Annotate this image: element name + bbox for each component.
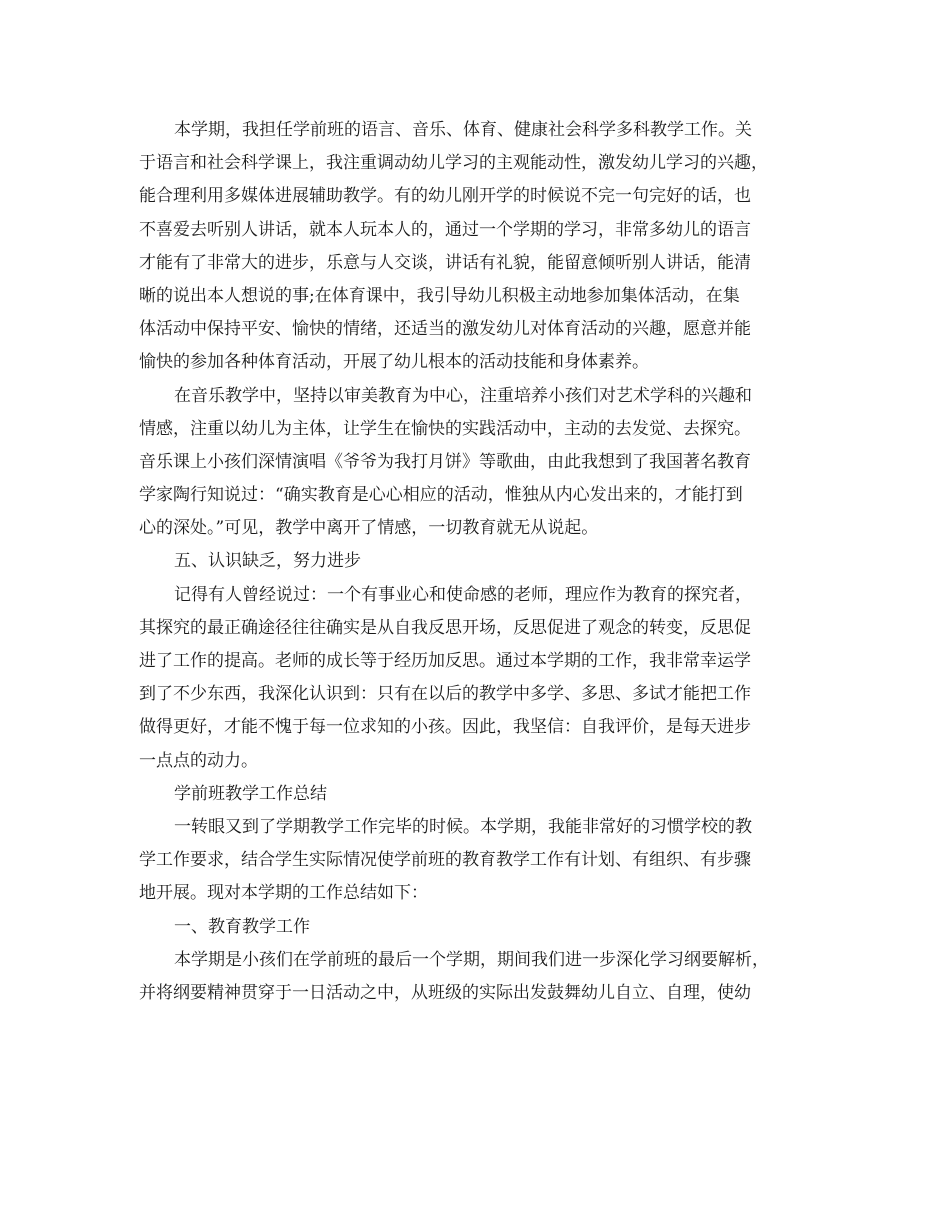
document-body — [139, 114, 829, 1010]
text-line: 心的深处。”可见，教学中离开了情感，一切教育就无从说起。 — [139, 518, 599, 539]
text-line: 进了工作的提高。老师的成长等于经历加反思。通过本学期的工作，我非常幸运学 — [139, 651, 751, 671]
text-line: 在音乐教学中，坚持以审美教育为中心，注重培养小孩们对艺术学科的兴趣和 — [174, 385, 752, 406]
text-line: 晰的说出本人想说的事;在体育课中，我引导幼儿积极主动地参加集体活动，在集 — [139, 285, 740, 306]
text-line: 音乐课上小孩们深情演唱《爷爷为我打月饼》等歌曲，由此我想到了我国著名教育 — [139, 451, 751, 472]
text-line: 一、教育教学工作 — [174, 916, 310, 937]
text-line: 五、认识缺乏，努力进步 — [174, 551, 361, 572]
text-line: 一点点的动力。 — [139, 750, 258, 771]
text-line: 愉快的参加各种体育活动，开展了幼儿根本的活动技能和身体素养。 — [139, 352, 649, 373]
text-line: 做得更好，才能不愧于每一位求知的小孩。因此，我坚信：自我评价，是每天进步 — [139, 717, 751, 738]
text-line: 本学期，我担任学前班的语言、音乐、体育、健康社会科学多科教学工作。关 — [174, 120, 752, 140]
text-line: 并将纲要精神贯穿于一日活动之中，从班级的实际出发鼓舞幼儿自立、自理，使幼 — [139, 982, 751, 1003]
text-line: 情感，注重以幼儿为主体，让学生在愉快的实践活动中，主动的去发觉、去探究。 — [139, 418, 751, 439]
text-line: 学家陶行知说过：“确实教育是心心相应的活动，惟独从内心发出来的，才能打到 — [139, 485, 743, 506]
text-line: 一转眼又到了学期教学工作完毕的时候。本学期，我能非常好的习惯学校的教 — [174, 816, 752, 837]
text-line: 学前班教学工作总结 — [174, 783, 327, 804]
text-line: 本学期是小孩们在学前班的最后一个学期，期间我们进一步深化学习纲要解析， — [174, 949, 769, 970]
text-line: 其探究的最正确途径往往确实是从自我反思开场，反思促进了观念的转变，反思促 — [139, 617, 751, 638]
text-line: 能合理利用多媒体进展辅助教学。有的幼儿刚开学的时候说不完一句完好的话，也 — [139, 186, 751, 207]
text-line: 记得有人曾经说过：一个有事业心和使命感的老师，理应作为教育的探究者， — [174, 584, 752, 605]
text-line: 于语言和社会科学课上，我注重调动幼儿学习的主观能动性，激发幼儿学习的兴趣， — [139, 153, 768, 174]
text-line: 学工作要求，结合学生实际情况使学前班的教育教学工作有计划、有组织、有步骤 — [139, 850, 751, 871]
text-line: 才能有了非常大的进步，乐意与人交谈，讲话有礼貌，能留意倾听别人讲话，能清 — [139, 252, 751, 273]
text-line: 地开展。现对本学期的工作总结如下： — [139, 883, 428, 904]
text-line: 体活动中保持平安、愉快的情绪，还适当的激发幼儿对体育活动的兴趣，愿意并能 — [139, 319, 751, 340]
text-line: 到了不少东西，我深化认识到：只有在以后的教学中多学、多思、多试才能把工作 — [139, 684, 751, 705]
text-line: 不喜爱去听别人讲话，就本人玩本人的，通过一个学期的学习，非常多幼儿的语言 — [139, 219, 751, 240]
